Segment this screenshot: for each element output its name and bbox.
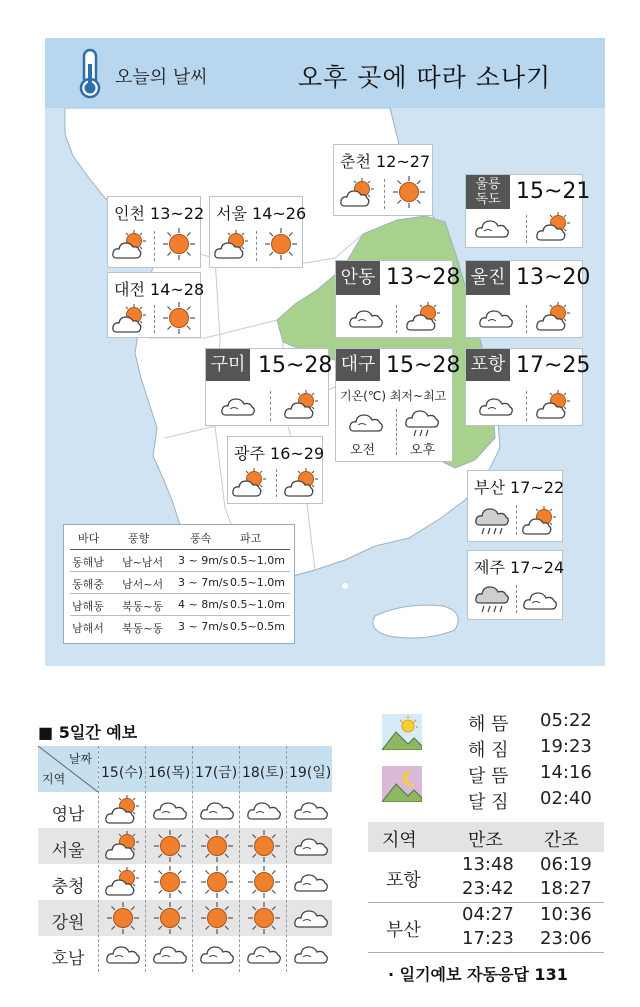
sea-table-row: 동해중 남서~서 3 ~ 7m/s 0.5~1.0m [72,576,285,591]
sun-icon [247,865,281,899]
cloud-rain-icon [404,407,440,439]
hotline-notice: · 일기예보 자동응답 131 [388,965,568,984]
cloud-icon [199,941,235,967]
cloud-icon [478,305,514,331]
moonrise-mountain-icon [382,766,422,802]
city-chuncheon-label: 춘천 12~27 [340,152,431,171]
cloud-icon [246,797,282,823]
sun-icon [162,227,196,261]
cloud-sun-icon [536,301,572,333]
sea-table-row: 동해남 남~남서 3 ~ 9m/s 0.5~1.0m [72,554,285,569]
forecast-region: 강원 [51,913,85,933]
city-card-daejeon [107,272,205,338]
forecast-region: 서울 [51,841,85,861]
tide-high: 23:42 [462,878,514,899]
tide-table-header: 지역 만조 간조 [368,822,604,852]
cloud-sun-icon [522,505,558,537]
tide-high: 13:48 [462,854,514,875]
tide-high: 04:27 [462,904,514,925]
moonset-time: 02:40 [540,788,592,809]
cloud-icon [246,941,282,967]
sunrise-label: 해 뜸 [468,714,509,735]
city-card-busan [467,470,563,542]
thermometer-icon [77,48,103,100]
cloud-sun-icon [112,229,148,261]
city-pohang-label: 포항 [466,349,510,381]
city-card-gumi [205,348,333,426]
forecast-region: 충청 [51,877,85,897]
cloud-sun-icon [536,211,572,243]
map-title: 오늘의 날씨 [115,67,208,88]
weather-map-panel [45,38,605,666]
sun-icon [153,865,187,899]
city-uljin-label: 울진 [466,261,510,295]
sun-icon [247,829,281,863]
tide-region: 포항 [386,870,421,891]
forecast-date-header: 15(수) 16(목) 17(금) 18(토) 19(일) [99,746,332,792]
city-gwangju-label: 광주 16~29 [234,444,325,463]
city-andong-temp: 13~28 [386,265,461,290]
headline: 오후 곳에 따라 소나기 [298,63,552,92]
forecast-row [38,828,332,864]
city-incheon-label: 인천 13~22 [114,204,205,223]
cloud-icon [293,905,329,931]
city-card-pohang [465,348,591,426]
sun-icon [200,829,234,863]
sun-icon [153,901,187,935]
city-daegu-temp: 15~28 [386,353,461,378]
city-ulleung-temp: 15~21 [516,179,591,204]
sun-icon [106,901,140,935]
cloud-icon [474,215,510,241]
cloud-icon [220,393,256,419]
city-card-seoul [209,196,307,268]
sea-table-row: 남해동 북동~동 4 ~ 8m/s 0.5~1.0m [72,598,285,613]
city-card-gwangju [227,436,323,504]
city-card-incheon [107,196,205,268]
sunset-label: 해 짐 [468,740,509,761]
cloud-sun-icon [284,467,320,499]
moonrise-time: 14:16 [540,762,592,783]
city-card-uljin [465,260,591,338]
cloud-icon [478,393,514,419]
cloud-icon [105,941,141,967]
rain-cloud-icon [474,505,510,537]
city-ulleung-label: 울릉 독도 [466,175,510,209]
rain-cloud-icon [474,583,510,615]
cloud-icon [152,941,188,967]
forecast-row [38,864,332,900]
city-daegu-label: 대구 [336,349,380,381]
legend-temp-label: 기온(℃) 최저~최고 [340,389,447,403]
cloud-sun-icon [214,229,250,261]
city-uljin-temp: 13~20 [516,265,591,290]
forecast-title: ■ 5일간 예보 [38,723,138,742]
city-gumi-label: 구미 [206,349,250,381]
cloud-sun-icon [406,301,442,333]
forecast-corner: 날짜 지역 [38,746,98,792]
sun-icon [264,227,298,261]
city-card-daegu [335,348,461,462]
cloud-sun-icon [340,177,376,209]
forecast-row [38,936,332,972]
tide-low: 10:36 [540,904,592,925]
tide-region: 부산 [386,920,421,941]
cloud-icon [522,587,558,613]
sunset-time: 19:23 [540,736,592,757]
cloud-icon [152,797,188,823]
sunrise-mountain-icon [382,714,422,750]
city-seoul-label: 서울 14~26 [216,204,307,223]
sea-table-row: 남해서 북동~동 3 ~ 7m/s 0.5~0.5m [72,620,285,635]
cloud-sun-icon [112,303,148,335]
sun-icon [392,175,426,209]
sunrise-time: 05:22 [540,710,592,731]
cloud-icon [293,869,329,895]
cloud-sun-icon [105,794,141,826]
cloud-icon [348,409,384,435]
legend-am-label: 오전 [350,443,376,458]
city-gumi-temp: 15~28 [258,353,333,378]
cloud-icon [199,797,235,823]
city-daejeon-label: 대전 14~28 [114,280,205,299]
city-card-jeju [467,550,563,620]
sea-table-header: 바다 풍향 풍속 파고 [78,532,262,545]
city-busan-label: 부산 17~22 [474,478,565,497]
tide-low: 06:19 [540,854,592,875]
sea-conditions-table [63,524,295,644]
cloud-icon [293,941,329,967]
moonset-label: 달 짐 [468,792,509,813]
cloud-icon [348,305,384,331]
legend-pm-label: 오후 [410,443,436,458]
cloud-sun-icon [105,830,141,862]
sun-icon [153,829,187,863]
city-card-ulleung-dokdo [465,174,591,248]
forecast-region: 영남 [51,805,85,825]
city-jeju-label: 제주 17~24 [474,558,565,577]
jeju-island [373,605,458,638]
city-andong-label: 안동 [336,261,380,295]
forecast-row [38,900,332,936]
sun-icon [200,865,234,899]
cloud-icon [293,833,329,859]
tide-high: 17:23 [462,928,514,949]
city-card-chuncheon [333,144,433,216]
sun-icon [247,901,281,935]
sun-icon [162,301,196,335]
forecast-region: 호남 [51,949,85,969]
tide-low: 18:27 [540,878,592,899]
cloud-sun-icon [105,866,141,898]
cloud-sun-icon [284,389,320,421]
cloud-sun-icon [536,389,572,421]
moonrise-label: 달 뜸 [468,766,509,787]
cloud-icon [293,797,329,823]
cloud-sun-icon [232,467,268,499]
city-pohang-temp: 17~25 [516,353,591,378]
city-card-andong [335,260,461,338]
title-bar [45,38,605,108]
sun-icon [200,901,234,935]
tide-low: 23:06 [540,928,592,949]
forecast-row [38,792,332,828]
